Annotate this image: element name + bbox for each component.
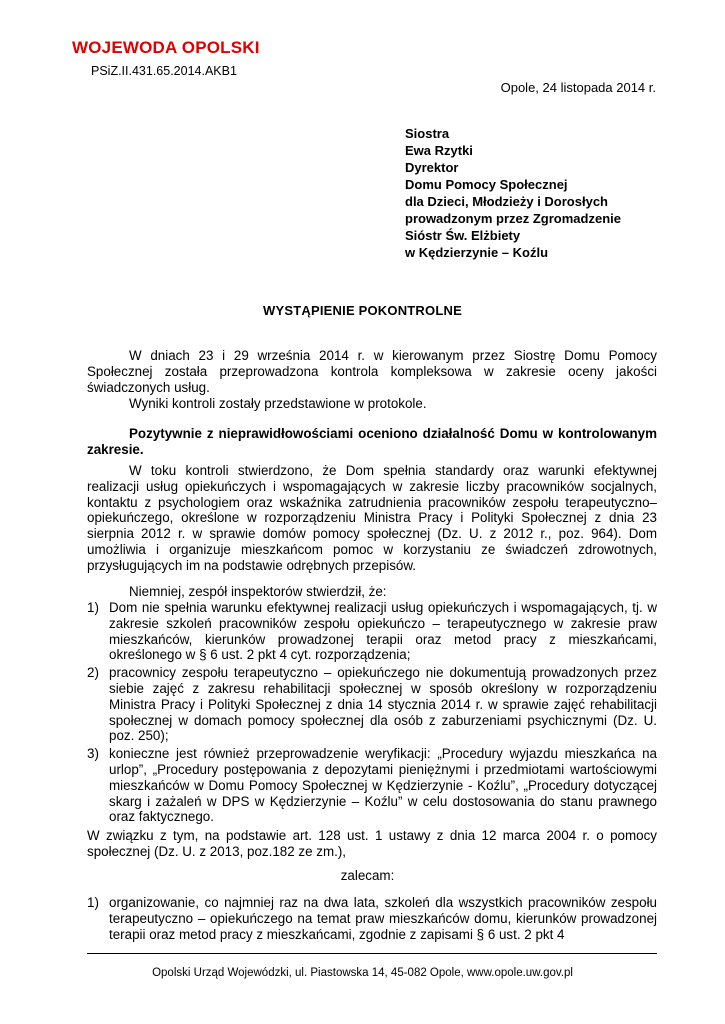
findings-list [87, 600, 657, 827]
recipient-line: Sióstr Św. Elżbiety [405, 228, 521, 243]
recipient-line: dla Dzieci, Młodzieży i Dorosłych [405, 194, 608, 209]
footer-divider [87, 953, 657, 954]
list-item [87, 746, 657, 825]
paragraph-assessment: Pozytywnie z nieprawidłowościami oceniono działalność Domu w kontrolowanym zakresie. [87, 426, 657, 457]
item-text: konieczne jest również przeprowadzenie weryfikacji: „Procedury wyjazdu mieszkańca na urlop”, „Procedury postępowania z depozytami pieniężnymi i przedmiotami wartościowymi mieszkańców w Domu Pomocy Społecznej w Kędzierzynie - Koźlu”, „Procedury dotyczącej skarg i zażaleń w DPS w Kędzierzynie – Koźlu” w celu dostosowania do stanu prawnego oraz faktycznego. [109, 746, 657, 825]
recipient-line: Domu Pomocy Społecznej [405, 177, 568, 192]
item-number: 3) [87, 746, 99, 762]
list-item [87, 895, 657, 942]
item-number: 1) [87, 895, 99, 910]
issuer-title: WOJEWODA OPOLSKI [72, 38, 260, 57]
item-number: 2) [87, 665, 99, 681]
recipient-line: w Kędzierzynie – Koźlu [405, 245, 549, 260]
list-item [87, 600, 657, 663]
paragraph-intro: W dniach 23 i 29 września 2014 r. w kierowanym przez Siostrę Domu Pomocy Społecznej została przeprowadzona kontrola kompleksowa w zakresie oceny jakości świadczonych usług. [87, 348, 657, 395]
document-title: WYSTĄPIENIE POKONTROLNE [263, 303, 462, 318]
list-item [87, 665, 657, 744]
paragraph-findings-positive: W toku kontroli stwierdzono, że Dom spełnia standardy oraz warunki efektywnej realizacji usług opiekuńczych i wspomagających w zakresie liczby pracowników socjalnych, kontaktu z psychologiem oraz wskaźnika zatrudnienia pracowników zespołu terapeutyczno–opiekuńczego, określone w rozporządzeniu Ministra Pracy i Polityki Społecznej z dnia 23 sierpnia 2012 r. w sprawie domów pomocy społecznej (Dz. U. z 2012 r., poz. 964). Dom umożliwia i organizuje mieszkańcom pomoc w korzystaniu ze świadczeń zdrowotnych, przysługujących im na podstawie odrębnych przepisów. [87, 463, 657, 573]
item-text: pracownicy zespołu terapeutyczno – opiekuńczego nie dokumentują prowadzonych przez siebie zajęć z zakresu rehabilitacji społecznej w sposób określony w rozporządzeniu Ministra Pracy i Polityki Społecznej z dnia 14 stycznia 2014 r. w sprawie zajęć rehabilitacji społecznej w domach pomocy społecznej dla osób z zaburzeniami psychicznymi (Dz. U. poz. 250); [109, 665, 657, 744]
recipient-block [405, 125, 621, 261]
recipient-line: prowadzonym przez Zgromadzenie [405, 211, 621, 226]
recommend-heading: zalecam: [340, 868, 395, 883]
footer-address: Opolski Urząd Wojewódzki, ul. Piastowska 14, 45-082 Opole, www.opole.uw.gov.pl [152, 967, 573, 979]
paragraph-findings-lead: Niemniej, zespół inspektorów stwierdził, że: [129, 584, 387, 599]
recipient-line: Ewa Rzytki [405, 143, 473, 158]
item-text: organizowanie, co najmniej raz na dwa lata, szkoleń dla wszystkich pracowników zespołu terapeutyczno – opiekuńczego na temat praw mieszkańców domu, kierunków prowadzonej terapii oraz metod pracy z mieszkańcami, zgodnie z zapisami § 6 ust. 2 pkt 4 [109, 895, 657, 942]
paragraph-results: Wyniki kontroli zostały przedstawione w protokole. [129, 396, 427, 411]
item-text: Dom nie spełnia warunku efektywnej realizacji usług opiekuńczych i wspomagających, tj. w zakresie szkoleń pracowników zespołu opiekuńczo – terapeutycznego w zakresie praw mieszkańców, kierunków prowadzonej terapii oraz metod pracy z mieszkańcami, określonego w § 6 ust. 2 pkt 4 cyt. rozporządzenia; [109, 600, 657, 663]
item-number: 1) [87, 600, 99, 615]
recipient-line: Siostra [405, 126, 450, 141]
reference-number: PSiZ.II.431.65.2014.AKB1 [91, 64, 237, 78]
recipient-line: Dyrektor [405, 160, 459, 175]
document-date: Opole, 24 listopada 2014 r. [500, 80, 656, 95]
paragraph-legal-basis: W związku z tym, na podstawie art. 128 ust. 1 ustawy z dnia 12 marca 2004 r. o pomocy społecznej (Dz. U. z 2013, poz.182 ze zm.), [87, 828, 657, 859]
recommendations-list [87, 895, 657, 944]
